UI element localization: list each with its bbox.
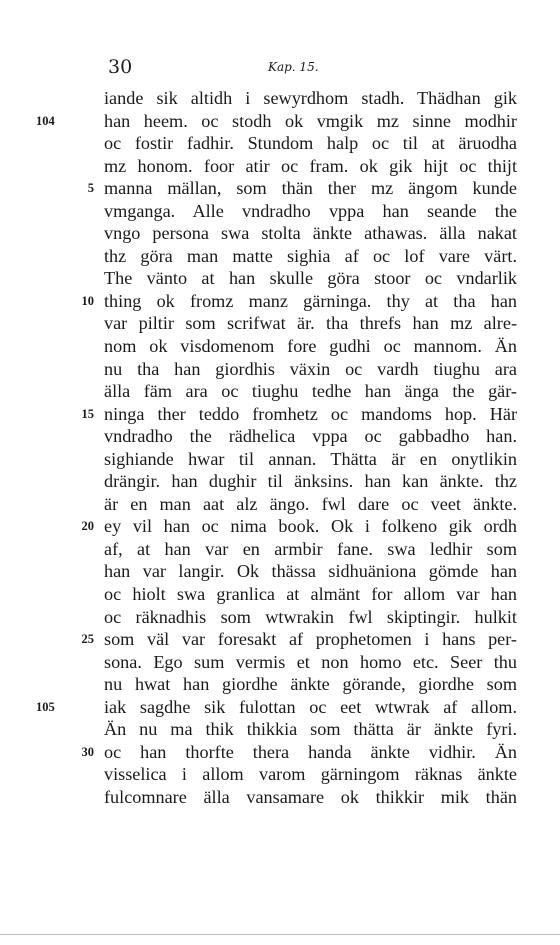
line-text: visselica i allom varom gärningom räknas änkte: [104, 764, 517, 785]
text-line: [0, 606, 560, 629]
line-text: nu tha han giordhis växin oc vardh tiughu ara: [104, 358, 517, 379]
text-line: [0, 155, 560, 178]
text-line: [0, 651, 560, 674]
bottom-rule: [0, 934, 560, 935]
text-line: [0, 560, 560, 583]
margin-reference: 104: [36, 113, 55, 128]
line-text: sona. Ego sum vermis et non homo etc. Seer thu: [104, 651, 517, 672]
line-text: af, at han var en armbir fane. swa ledhir som: [104, 538, 517, 559]
line-number: 25: [81, 632, 94, 647]
text-line: [0, 493, 560, 516]
text-body: [0, 87, 560, 809]
text-line: [0, 110, 560, 133]
line-text: vndradho the rädhelica vppa oc gabbadho han.: [104, 426, 517, 447]
line-text: oc han thorfte thera handa änkte vidhir. Än: [104, 741, 517, 762]
text-line: [0, 718, 560, 741]
text-line: [0, 628, 560, 651]
line-text: vngo persona swa stolta änkte athawas. älla nakat: [104, 223, 517, 244]
line-text: älla fäm ara oc tiughu tedhe han änga the gär-: [104, 381, 517, 402]
line-text: oc räknadhis som wtwrakin fwl skiptingir. hulkit: [104, 606, 517, 627]
line-text: ey vil han oc nima book. Ok i folkeno gik ordh: [104, 516, 517, 537]
running-head: Kap. 15.: [268, 60, 319, 74]
line-text: han heem. oc stodh ok vmgik mz sinne modhir: [104, 110, 517, 131]
text-line: [0, 245, 560, 268]
text-line: [0, 786, 560, 809]
margin-reference: 105: [36, 699, 55, 714]
line-number: 5: [87, 181, 94, 196]
line-text: var piltir som scrifwat är. tha threfs han mz alre-: [104, 313, 517, 334]
line-number: 10: [81, 293, 94, 308]
text-line: [0, 448, 560, 471]
text-line: [0, 763, 560, 786]
line-text: thing ok fromz manz gärninga. thy at tha han: [104, 290, 517, 311]
text-line: [0, 583, 560, 606]
line-text: sighiande hwar til annan. Thätta är en onytlikin: [104, 448, 517, 469]
line-text: nom ok visdomenom fore gudhi oc mannom. Än: [104, 336, 517, 357]
line-text: är en man aat alz ängo. fwl dare oc veet änkte.: [104, 493, 517, 514]
line-text: oc hiolt swa granlica at almänt for allom var han: [104, 584, 517, 605]
text-line: [0, 200, 560, 223]
line-text: iande sik altidh i sewyrdhom stadh. Thädhan gik: [104, 88, 517, 108]
line-text: thz göra man matte sighia af oc lof vare värt.: [104, 245, 517, 266]
line-text: mz honom. foor atir oc fram. ok gik hijt oc thijt: [104, 155, 517, 176]
text-line: [0, 132, 560, 155]
text-line: [0, 222, 560, 245]
line-text: oc fostir fadhir. Stundom halp oc til at äruodha: [104, 133, 517, 154]
text-line: [0, 267, 560, 290]
text-line: [0, 358, 560, 381]
text-line: [0, 312, 560, 335]
text-line: [0, 470, 560, 493]
line-text: iak sagdhe sik fulottan oc eet wtwrak af allom.: [104, 696, 517, 717]
line-text: ninga ther teddo fromhetz oc mandoms hop. Här: [104, 403, 517, 424]
page-number: 30: [108, 56, 133, 78]
text-line: [0, 696, 560, 719]
line-number: 20: [81, 519, 94, 534]
line-text: som väl var foresakt af prophetomen i hans per-: [104, 629, 517, 650]
line-number: 30: [81, 744, 94, 759]
text-line: [0, 380, 560, 403]
line-text: nu hwat han giordhe änkte görande, giordhe som: [104, 674, 517, 695]
line-text: vmganga. Alle vndradho vppa han seande the: [104, 200, 517, 221]
text-line: [0, 290, 560, 313]
text-line: [0, 673, 560, 696]
text-line: [0, 403, 560, 426]
line-text: manna mällan, som thän ther mz ängom kunde: [104, 178, 517, 199]
text-line: [0, 741, 560, 764]
text-line: [0, 425, 560, 448]
line-text: han var langir. Ok thässa sidhuäniona gömde han: [104, 561, 517, 582]
line-number: 15: [81, 406, 94, 421]
text-line: [0, 335, 560, 358]
text-line: [0, 538, 560, 561]
line-text: Än nu ma thik thikkia som thätta är änkte fyri.: [104, 719, 517, 740]
line-text: The vänto at han skulle göra stoor oc vndarlik: [104, 268, 517, 289]
text-line: [0, 177, 560, 200]
line-text: fulcomnare älla vansamare ok thikkir mik thän: [104, 786, 517, 807]
line-text: drängir. han dughir til änksins. han kan änkte. thz: [104, 471, 517, 492]
text-line: [0, 87, 560, 110]
text-line: [0, 515, 560, 538]
